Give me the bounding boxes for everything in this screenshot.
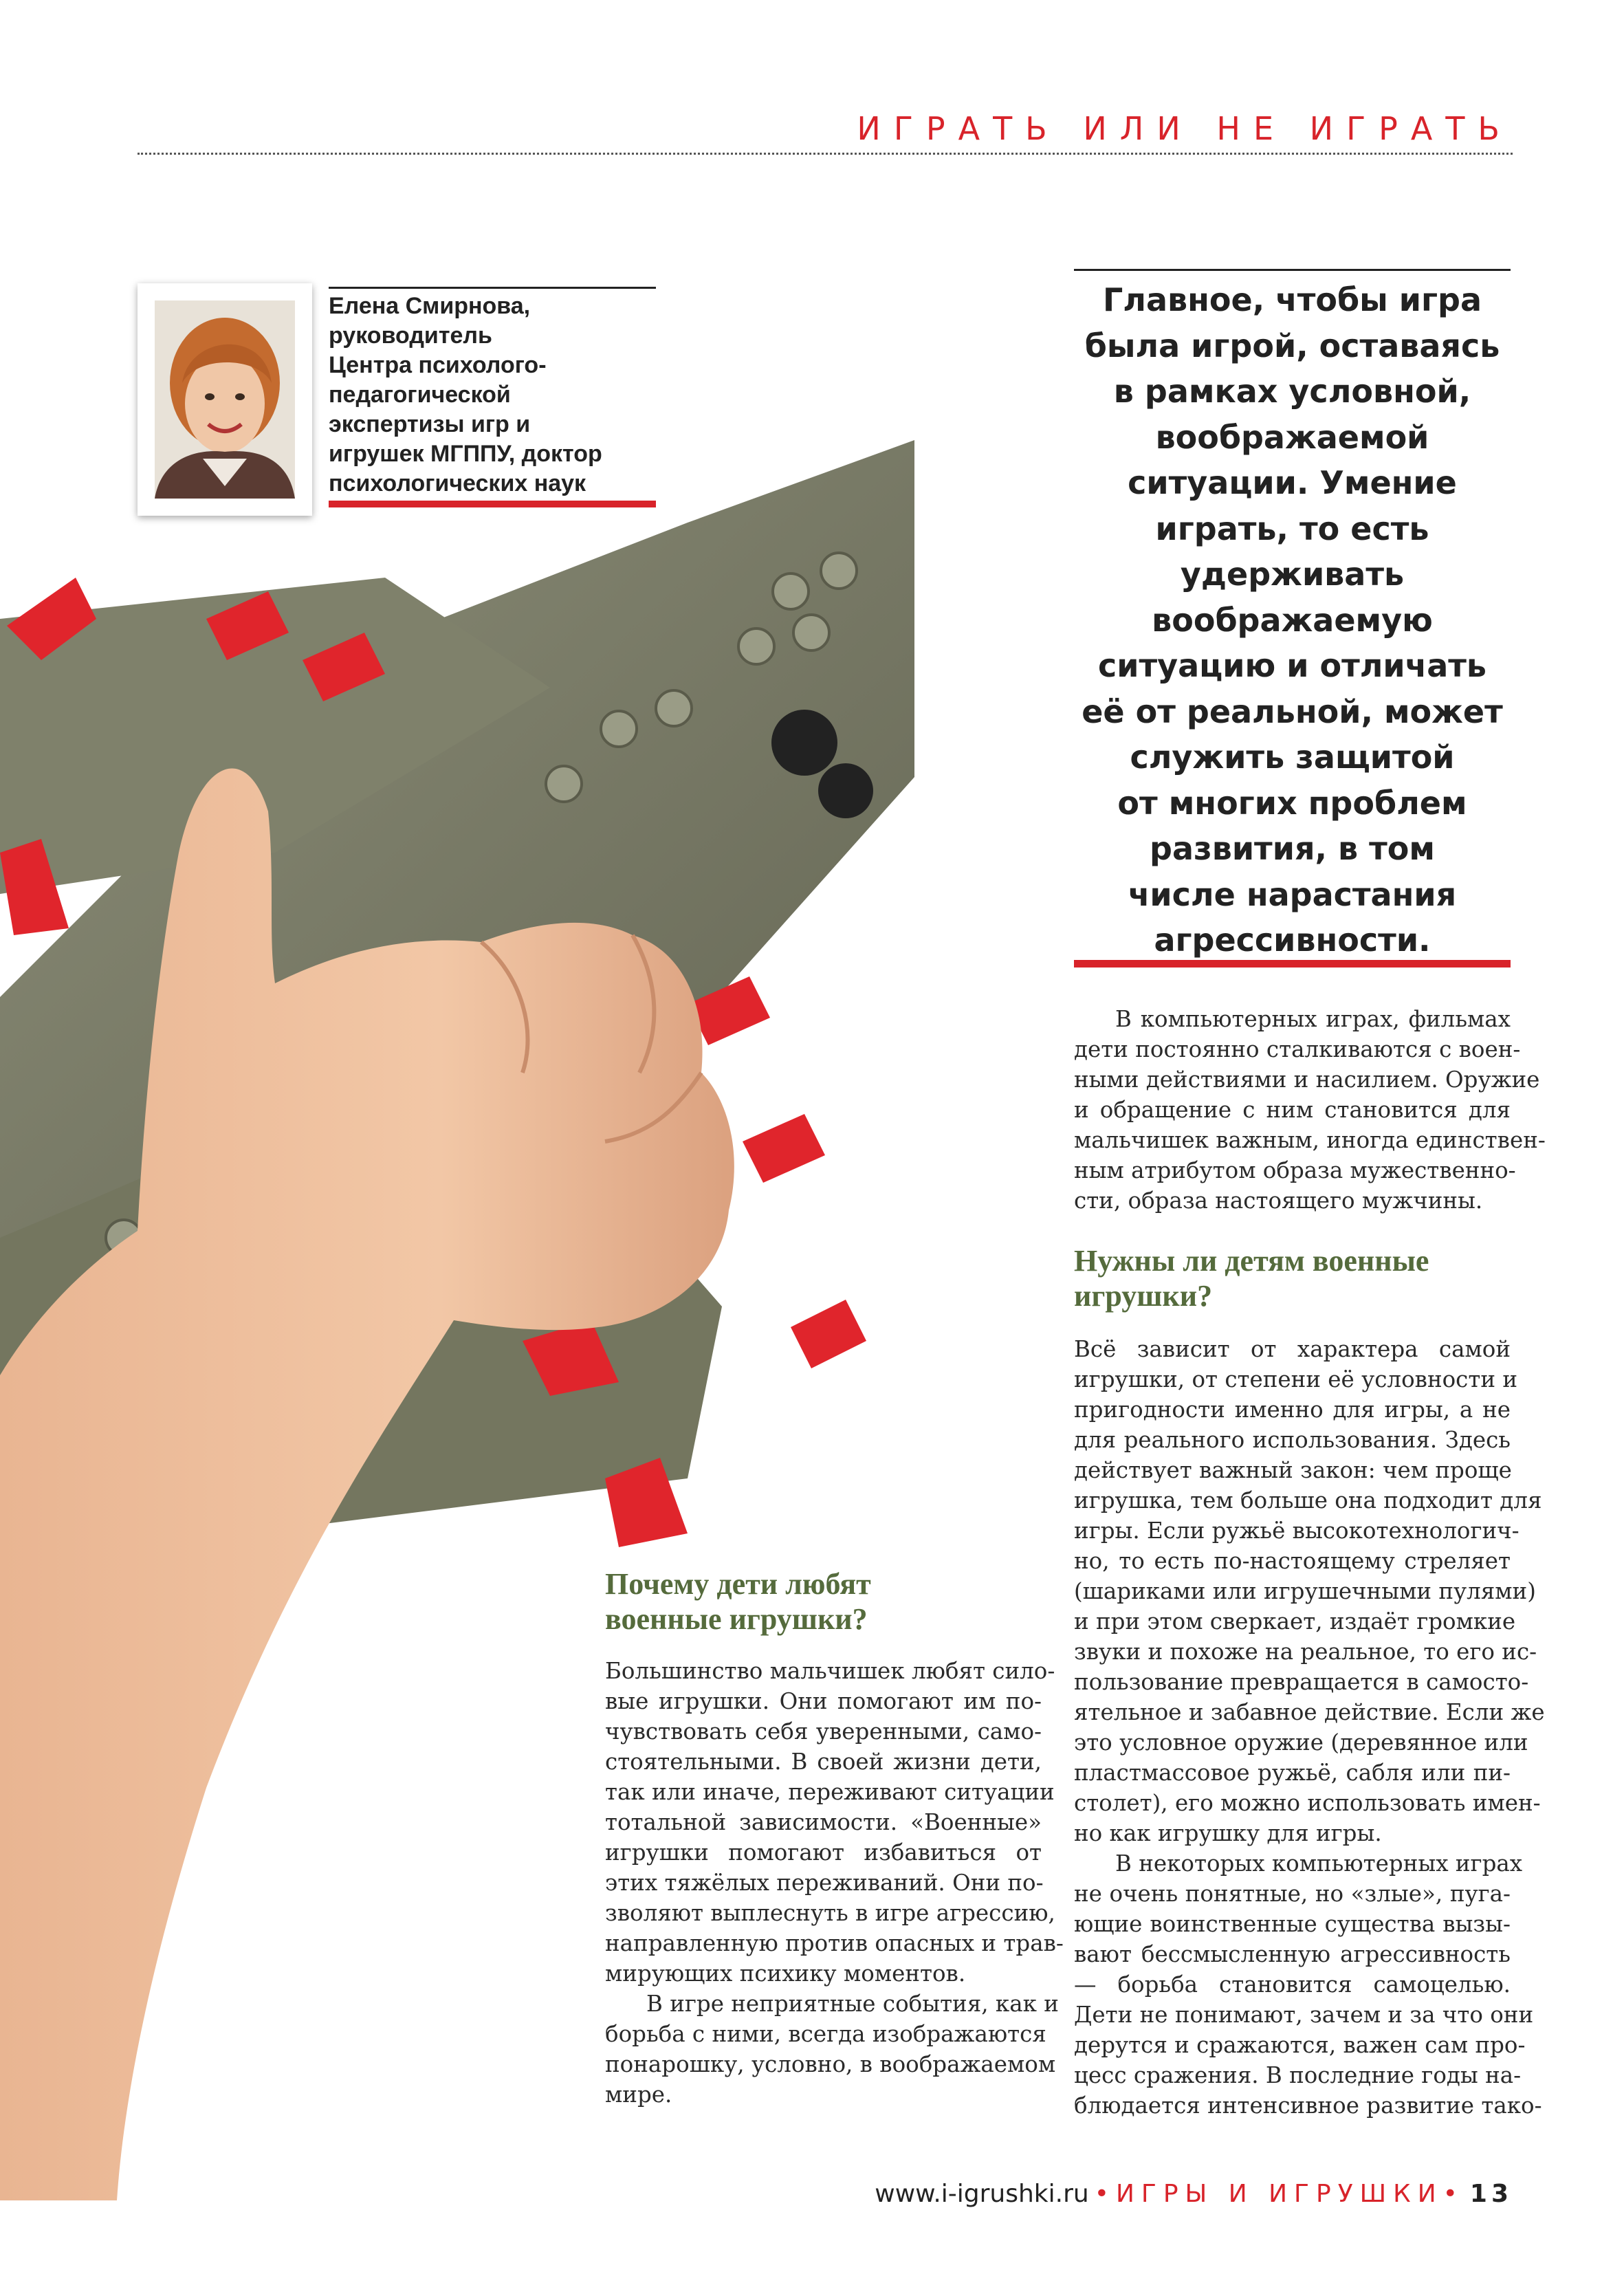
pull-quote-line: служить защитой	[1130, 739, 1455, 776]
pull-quote-line: воображаемую	[1152, 601, 1433, 639]
author-photo	[138, 283, 312, 516]
pull-quote-line: её от реальной, может	[1082, 692, 1503, 730]
author-title-line: игрушек МГППУ, доктор	[329, 441, 602, 467]
author-red-divider	[329, 501, 656, 507]
author-byline	[329, 292, 659, 499]
pull-quote-line: развития, в том	[1150, 830, 1435, 867]
section-title: ИГРАТЬ ИЛИ НЕ ИГРАТЬ	[857, 110, 1513, 147]
paragraph: В игре неприятные события, как и борьба с ними, всегда изображаются понарошку, условно, в воображаемом мире.	[605, 1991, 1059, 2108]
jet-wheel	[771, 710, 837, 776]
pull-quote-line: воображаемой	[1155, 418, 1429, 456]
article-column-middle	[605, 1566, 1064, 2110]
section-heading-why-boys-love-war-toys: Почему дети любят военные игрушки?	[605, 1567, 871, 1636]
author-title-line: руководитель	[329, 322, 492, 349]
author-name: Елена Смирнова,	[329, 293, 531, 319]
page-footer	[875, 2180, 1513, 2208]
pull-quote-line: удерживать	[1180, 556, 1405, 593]
author-top-divider	[329, 287, 656, 289]
author-title-line: экспертизы игр и	[329, 411, 531, 437]
pull-quote-line: ситуацию и отличать	[1097, 647, 1487, 684]
section-heading-do-children-need-war-toys: Нужны ли детям военные игрушки?	[1074, 1244, 1429, 1313]
author-portrait-icon	[155, 300, 295, 499]
paragraph: Всё зависит от характера самой игрушки, от степени её условности и пригодности именно для игры, а не для реального использования. Здесь действует важный закон: чем проще игрушка, тем больше она подходит для игры. Если ружьё высокотехнологич- но, то есть по-настоящему стреляет (шариками или игрушечными пулями) и при этом сверкает, издаёт громкие звуки и похоже на реальное, то его ис- пользование превращается в самосто- ятельное и забавное действие. Если же это условное оружие (деревянное или пластмассовое ружьё, сабля или пи- столет), его можно использовать имен- но как игрушку для игры.	[1074, 1336, 1545, 1846]
pull-quote-line: числе нарастания	[1128, 875, 1457, 913]
intro-paragraph: В компьютерных играх, фильмах дети постоянно сталкиваются с воен- ными действиями и насилием. Оружие и обращение с ним становится для мальчишек важным, иногда единствен- ным атрибутом образа мужественно- сти, образа настоящего мужчины.	[1074, 1006, 1546, 1214]
pull-quote-red-divider	[1074, 960, 1511, 967]
article-column-right	[1074, 1004, 1546, 2121]
footer-url[interactable]: www.i-igrushki.ru	[875, 2180, 1089, 2208]
pull-quote-line: Главное, чтобы игра	[1102, 281, 1482, 318]
pull-quote	[1074, 277, 1511, 963]
pull-quote-top-divider	[1074, 269, 1511, 271]
author-title-line: Центра психолого-	[329, 352, 547, 378]
footer-magazine-name: •ИГРЫ И ИГРУШКИ•	[1094, 2180, 1464, 2208]
page-number: 13	[1469, 2180, 1513, 2208]
pull-quote-line: агрессивности.	[1154, 921, 1431, 959]
pull-quote-line: играть, то есть	[1155, 510, 1429, 547]
author-title-line: психологических наук	[329, 470, 586, 496]
pull-quote-line: была игрой, оставаясь	[1084, 327, 1500, 364]
paragraph: Большинство мальчишек любят сило- вые игрушки. Они помогают им по- чувствовать себя уверенными, само- стоятельными. В своей жизни дети, так или иначе, переживают ситуации тотальной зависимости. «Военные» игрушки помогают избавиться от этих тяжёлых переживаний. Они по- зволяют выплеснуть в игре агрессию, направленную против опасных и трав- мирующих психику моментов.	[605, 1658, 1064, 1987]
author-title-line: педагогической	[329, 382, 511, 408]
pull-quote-line: от многих проблем	[1117, 784, 1467, 822]
header-divider	[138, 153, 1513, 155]
pull-quote-line: ситуации. Умение	[1128, 464, 1457, 501]
pull-quote-line: в рамках условной,	[1113, 373, 1471, 410]
paragraph: В некоторых компьютерных играх не очень понятные, но «злые», пуга- ющие воинственные существа вызы- вают бессмысленную агрессивность — борьба становится самоцелью. Дети не понимают, зачем и за что они дерутся и сражаются, важен сам про- цесс сражения. В последние годы на- блюдается интенсивное развитие тако-	[1074, 1850, 1542, 2119]
